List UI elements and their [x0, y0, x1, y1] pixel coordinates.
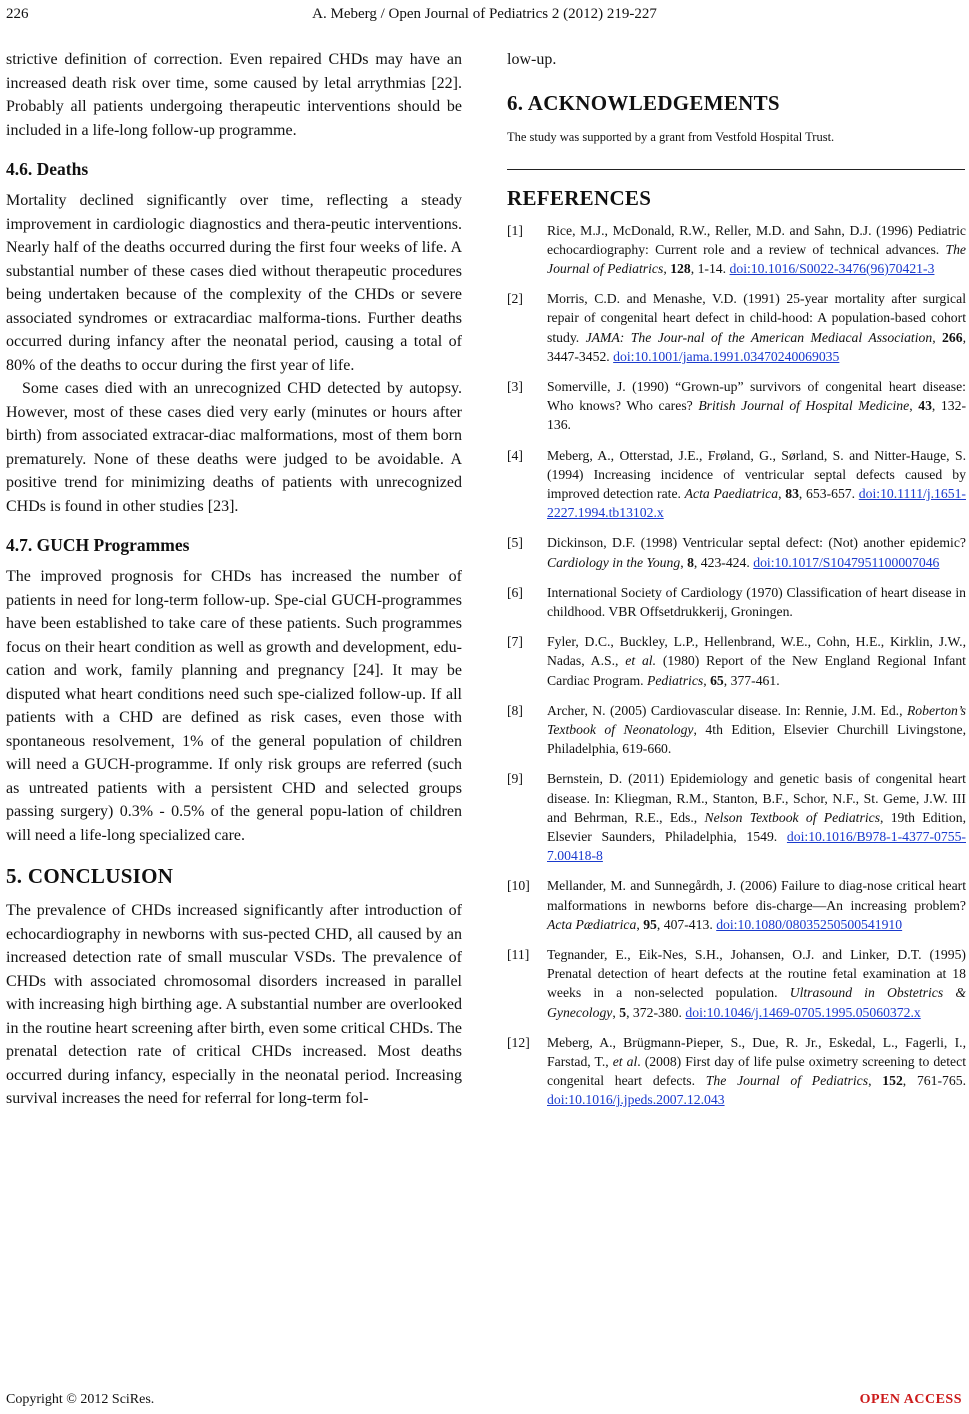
page-number: 226 [6, 6, 29, 22]
reference-number: [9] [507, 771, 523, 787]
reference-text: , 4th Edition, Elsevier Churchill Livingstone, Philadelphia, 619-660. [547, 721, 966, 757]
paragraph-deaths-2: Some cases died with an unrecognized CHD detected by autopsy. However, most of these cases died very early (minutes or hours after birth) from associated extracar-diac malformations, most of them born prematurely. None of these deaths were judged to be avoidable. A positive trend for minimizing deaths of patients with unrecognized CHDs is found in other studies [23]. [6, 380, 462, 515]
reference-number: [11] [507, 947, 530, 962]
running-head: A. Meberg / Open Journal of Pediatrics 2 (2012) 219-227 [312, 6, 657, 22]
reference-number: [7] [507, 634, 523, 650]
copyright-notice: Copyright © 2012 SciRes. [6, 1392, 155, 1407]
reference-text: Meberg, A., Otterstad, J.E., Frøland, G., Sørland, S. and Nitter-Hauge, S. (1994) Increasing incidence of ventricular septal defects caused by improved detection rate. [547, 447, 966, 501]
page-header [0, 6, 969, 28]
reference-text: Rice, M.J., McDonald, R.W., Reller, M.D. and Sahn, D.J. (1996) Pediatric echocardiography: Current role and a review of technical advances. [547, 222, 966, 257]
reference-italic: JAMA: The Jour-nal of the American Mediacal Association [585, 329, 933, 345]
paragraph-conclusion: The prevalence of CHDs increased significantly after introduction of echocardiography in newborns with sus-pected CHD, all caused by an increased detection rate of small muscular VSDs. The prevalence of CHDs with associated chromosomal disorders increased in parallel with increasing high birthing age. A substantial number are overlooked in the routine heart screening after birth, even some critical CHDs. The prenatal detection rate of critical CHDs increased. Most deaths occurred during infancy, especially in the neonatal period. Increasing survival increases the need for referral for long-term fol- [6, 902, 462, 1107]
reference-text: Fyler, D.C., Buckley, L.P., Hellenbrand, W.E., Cohn, H.E., Kirklin, J.W., Nadas, A.S., [547, 634, 966, 669]
doi-link[interactable]: doi:10.1080/08035250500541910 [716, 916, 903, 932]
reference-text: , [663, 260, 671, 276]
reference-text: Mellander, M. and Sunnegårdh, J. (2006) Failure to diag-nose critical heart malformations in newborns before dis-charge—An increasing problem? [547, 878, 966, 913]
doi-link[interactable]: doi:10.1046/j.1469-0705.1995.05060372.x [685, 1004, 921, 1020]
reference-pages: , 407-413. [656, 916, 717, 932]
reference-italic: British Journal of Hospital Medicine [698, 398, 910, 414]
section-heading-deaths: 4.6. Deaths [6, 159, 89, 179]
reference-item [507, 701, 966, 759]
reference-item [507, 221, 966, 279]
reference-text: , [932, 329, 943, 345]
reference-text: , [612, 1004, 620, 1020]
doi-link[interactable]: doi:10.1111/j.1651-2227.1994.tb13102.x [547, 485, 966, 521]
reference-number: [1] [507, 222, 523, 238]
reference-volume: 152 [882, 1073, 903, 1089]
reference-number: [3] [507, 378, 523, 394]
reference-text: , 19th Edition, Elsevier Saunders, Philadelphia, 1549. [547, 809, 966, 844]
doi-link[interactable]: doi:10.1016/S0022-3476(96)70421-3 [729, 260, 935, 276]
reference-volume: 83 [785, 485, 799, 501]
reference-text: Tegnander, E., Eik-Nes, S.H., Johansen, O.J. and Linker, D.T. (1995) Prenatal detection of heart defects at the routine fetal examination at 18 weeks in a non-selected population. [547, 947, 966, 1001]
reference-pages: , 761-765. [902, 1073, 966, 1089]
reference-item [507, 1033, 966, 1110]
reference-item [507, 945, 966, 1022]
reference-text: , [868, 1073, 883, 1089]
paragraph-guch: The improved prognosis for CHDs has increased the number of patients in need for long-term follow-up. Spe-cial GUCH-programmes have been established to take care of these patients. Such programmes focus on their heart condition as well as growth and development, edu-cation and work, family planning and pregnancy [24]. It may be disputed what heart conditions need such spe-cialized follow-up. If all patients with a CHD are defined as risk cases, even those with spontaneous resolvement, 1% of the general population of children will need a GUCH-programme. If only risk groups are referred (such as untreated patients with a persistent CHD and selected groups passing surgery) 0.3% - 0.5% of the general popu-lation of children will need a life-long specialized care. [6, 568, 462, 844]
reference-italic: Acta Pædiatrica [547, 916, 637, 932]
reference-number: [5] [507, 535, 523, 551]
reference-italic: Nelson Textbook of Pediatrics [704, 809, 881, 825]
reference-number: [6] [507, 584, 523, 600]
doi-link[interactable]: doi:10.1016/B978-1-4377-0755-7.00418-8 [547, 828, 966, 864]
doi-link[interactable]: doi:10.1001/jama.1991.03470240069035 [613, 348, 840, 364]
page-footer [0, 1392, 969, 1412]
reference-number: [4] [507, 447, 523, 463]
paragraph-deaths-1: Mortality declined significantly over time, reflecting a steady improvement in cardiologic diagnostics and thera-peutic interventions. Nearly half of the deaths occurred during the first four weeks of life. A substantial number of these cases died without therapeutic procedures being undertaken because of the complexity of the CHDs or severe associated syndromes or extracardiac malforma-tions. Further deaths occurred during infancy after the neonatal period, causing a total of 80% of the deaths to occur during the first year of life. [6, 192, 462, 374]
reference-pages: , 372-380. [626, 1004, 686, 1020]
reference-volume: 128 [670, 260, 691, 276]
reference-italic: et al [612, 1054, 638, 1070]
reference-text: . (2008) First day of life pulse oximetry screening to detect congenital heart defects. [547, 1054, 967, 1089]
reference-text: Archer, N. (2005) Cardiovascular disease. In: Rennie, J.M. Ed., [547, 702, 907, 718]
reference-volume: 65 [710, 672, 724, 688]
reference-number: [10] [507, 878, 530, 894]
reference-item [507, 876, 966, 934]
reference-item [507, 769, 966, 865]
reference-volume: 8 [687, 554, 694, 570]
reference-text: , [703, 672, 711, 688]
reference-text: , [909, 398, 919, 414]
reference-text: (1980) Report of the New England Regional Infant Cardiac Program. [547, 653, 966, 688]
reference-pages: , 377-461. [723, 672, 780, 688]
reference-italic: The Journal of Pediatrics [547, 241, 966, 276]
doi-link[interactable]: doi:10.1016/j.jpeds.2007.12.043 [547, 1092, 725, 1108]
section-heading-acknowledgements: 6. ACKNOWLEDGEMENTS [507, 90, 780, 115]
reference-text: Meberg, A., Brügmann-Pieper, S., Due, R. Jr., Eskedal, L., Fagerli, I., Farstad, T., [547, 1034, 966, 1070]
paragraph-continued-right: low-up. [507, 51, 557, 68]
reference-italic: Ultrasound in Obstetrics & Gynecology [547, 985, 966, 1020]
reference-pages: , 653-657. [798, 485, 859, 501]
reference-text: Somerville, J. (1990) “Grown-up” survivors of congenital heart disease: Who knows? Who cares? [547, 378, 966, 414]
reference-pages: , 423-424. [693, 554, 754, 570]
reference-item [507, 446, 966, 523]
reference-volume: 43 [918, 398, 932, 414]
reference-pages: , 3447-3452. [547, 329, 966, 364]
divider-rule [507, 169, 965, 170]
reference-italic: Cardiology in the Young [547, 554, 681, 570]
reference-text: International Society of Cardiology (1970) Classification of heart disease in childhood. VBR Offsetdrukkerij, Groningen. [547, 584, 966, 619]
reference-item [507, 632, 966, 690]
reference-item [507, 289, 966, 366]
reference-item [507, 377, 966, 435]
reference-volume: 5 [619, 1004, 627, 1020]
reference-pages: , 1-14. [690, 260, 730, 276]
reference-number: [8] [507, 702, 523, 718]
reference-volume: 95 [643, 916, 657, 932]
reference-item [507, 583, 966, 621]
reference-volume: 266 [942, 329, 963, 345]
reference-italic: Acta Paediatrica [684, 485, 779, 501]
section-heading-guch: 4.7. GUCH Programmes [6, 535, 190, 555]
reference-journal: Pediatrics [646, 672, 704, 688]
reference-journal: The Journal of Pediatrics [705, 1073, 869, 1089]
reference-list [507, 221, 966, 1110]
reference-item [507, 533, 966, 571]
left-column [6, 48, 462, 1111]
acknowledgement-text: The study was supported by a grant from Vestfold Hospital Trust. [507, 129, 835, 144]
reference-text: , [778, 485, 786, 501]
reference-italic: et al. [625, 653, 657, 669]
doi-link[interactable]: doi:10.1017/S1047951100007046 [753, 554, 940, 570]
reference-text: Dickinson, D.F. (1998) Ventricular septal defect: (Not) another epidemic? [547, 535, 966, 551]
reference-number: [2] [507, 291, 523, 307]
right-column [507, 48, 966, 1121]
reference-text: , [680, 554, 688, 570]
paragraph-continued: strictive definition of correction. Even repaired CHDs may have an increased death risk over time, some caused by letal arrythmias [22]. Probably all patients undergoing therapeutic interventions should be included in a life-long follow-up programme. [6, 51, 462, 139]
reference-text: , [636, 916, 644, 932]
reference-text: Bernstein, D. (2011) Epidemiology and genetic basis of congenital heart disease. In: Kliegman, R.M., Stanton, B.F., Schor, N.F., St. Geme, J.W. III and Behrman, R.E., Eds., [547, 771, 966, 825]
reference-text: Morris, C.D. and Menashe, V.D. (1991) 25-year mortality after surgical repair of congenital heart defect in child-hood: A population-based cohort study. [547, 291, 966, 345]
reference-number: [12] [507, 1034, 530, 1050]
section-heading-conclusion: 5. CONCLUSION [6, 864, 174, 888]
section-heading-references: REFERENCES [507, 185, 652, 210]
reference-italic: Roberton’s Textbook of Neonatology [547, 702, 966, 737]
open-access-badge: OPEN ACCESS [859, 1392, 962, 1407]
reference-pages: , 132-136. [547, 398, 967, 433]
